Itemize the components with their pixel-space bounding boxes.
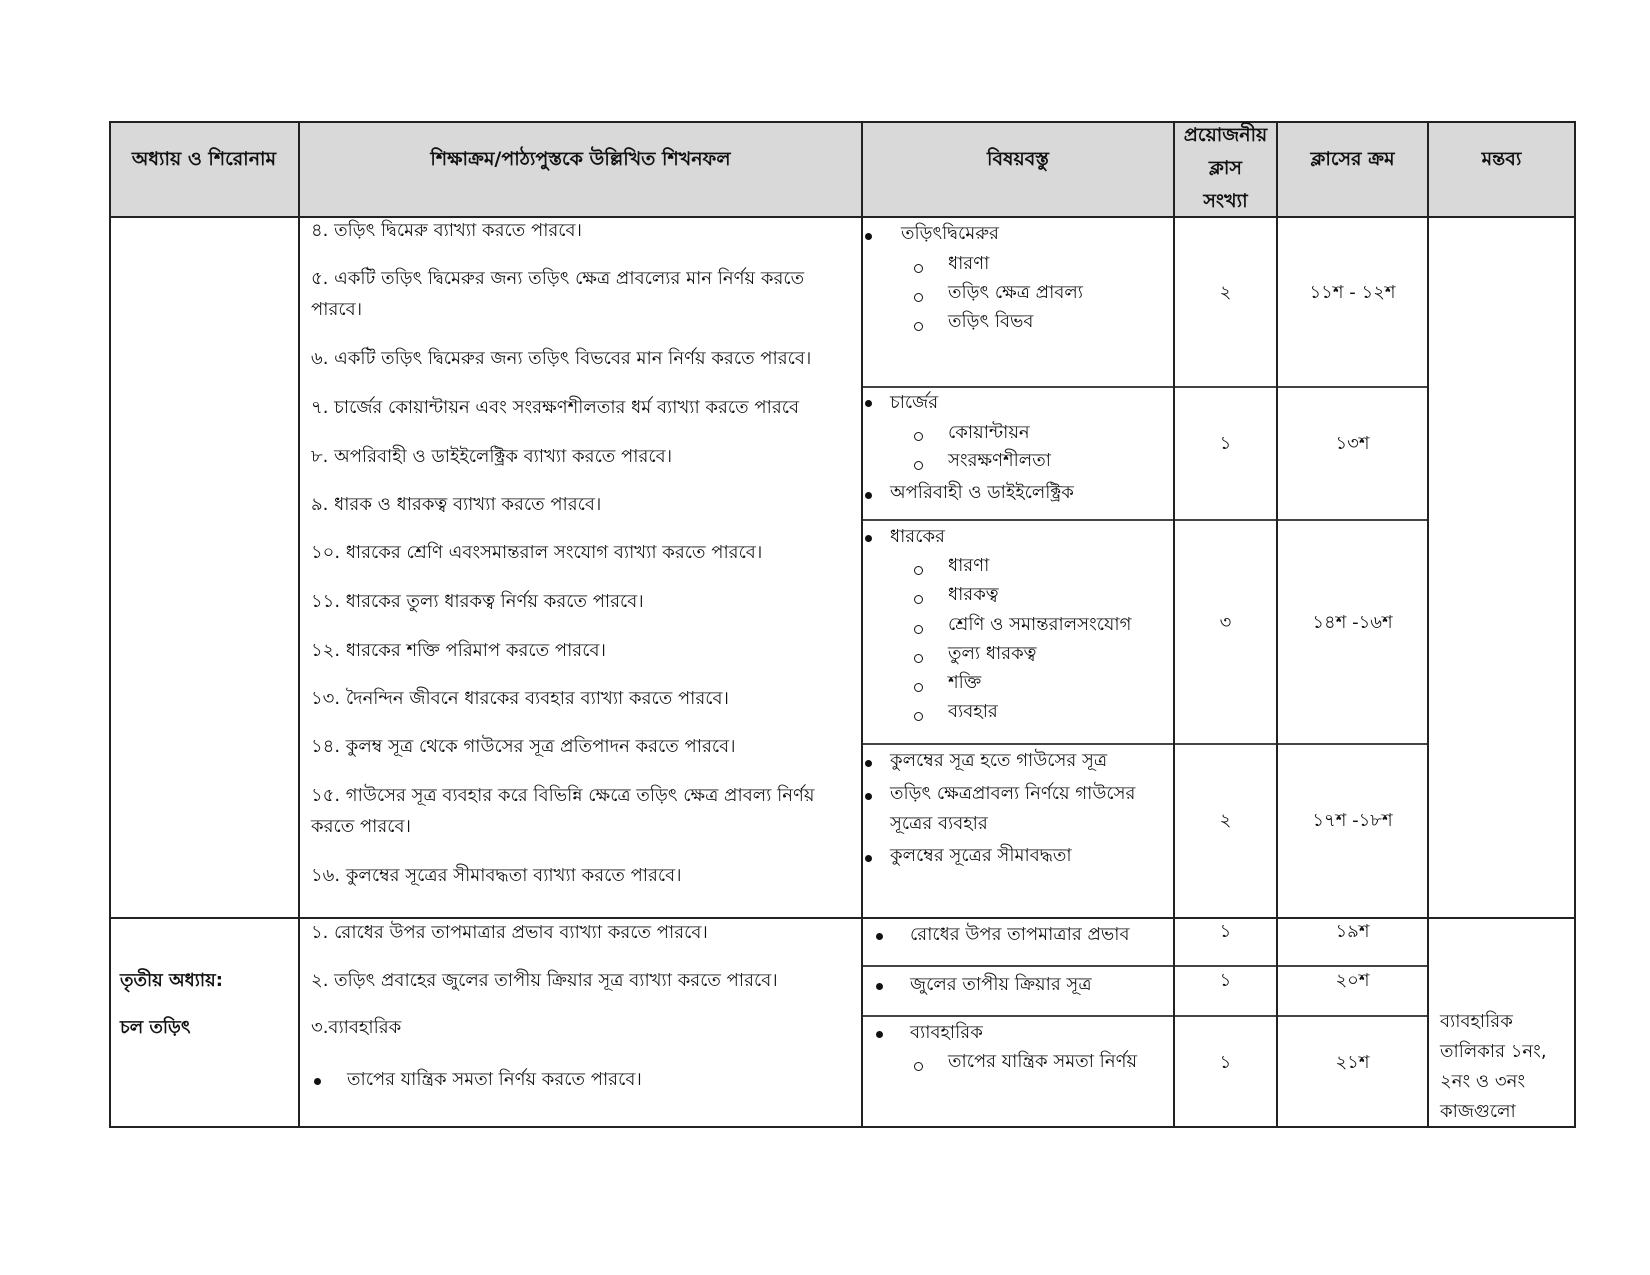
outcome-6: ৬. একটি তড়িৎ দ্বিমেরুর জন্য তড়িৎ বিভবের মান নির্ণয় করতে পারবে। xyxy=(311,348,812,369)
content-subitem: ধারকত্ব xyxy=(948,584,999,605)
bullet-icon xyxy=(314,1078,321,1085)
class-order: ১৩শ xyxy=(1335,433,1370,454)
header-remarks: মন্তব্য xyxy=(1481,148,1522,170)
class-count: ১ xyxy=(1219,921,1232,942)
column-divider xyxy=(1427,121,1429,1128)
class-count: ২ xyxy=(1219,810,1232,831)
sub-bullet-icon xyxy=(914,566,923,575)
content-subitem: তড়িৎ বিভব xyxy=(948,311,1034,332)
outcome-13: ১৩. দৈনন্দিন জীবনে ধারকের ব্যবহার ব্যাখ্যা করতে পারবে। xyxy=(311,688,729,709)
content-subitem: ব্যবহার xyxy=(948,701,998,722)
outcome-9: ৯. ধারক ও ধারকত্ব ব্যাখ্যা করতে পারবে। xyxy=(311,494,602,515)
content-subitem: কোয়ান্টায়ন xyxy=(948,422,1030,443)
content-item: তড়িৎদ্বিমেরুর xyxy=(901,223,999,244)
header-learning-outcomes: শিক্ষাক্রম/পাঠ্যপুস্তকে উল্লিখিত শিখনফল xyxy=(430,148,731,170)
bullet-icon xyxy=(865,855,872,862)
class-order: ১১শ - ১২শ xyxy=(1309,282,1396,303)
class-count: ১ xyxy=(1219,970,1232,991)
header-class-count-line2: ক্লাস xyxy=(1209,157,1242,179)
outcome-4: ৪. তড়িৎ দ্বিমেরু ব্যাখ্যা করতে পারবে। xyxy=(311,220,582,241)
outcome-1: ১. রোধের উপর তাপমাত্রার প্রভাব ব্যাখ্যা করতে পারবে। xyxy=(311,922,708,943)
remark-line: ২নং ও ৩নং xyxy=(1440,1071,1526,1092)
content-subitem: তাপের যান্ত্রিক সমতা নির্ণয় xyxy=(948,1051,1138,1072)
sub-bullet-icon xyxy=(914,322,923,331)
bullet-icon xyxy=(876,933,883,940)
class-order: ১৪শ -১৬শ xyxy=(1312,612,1393,633)
class-order: ১৯শ xyxy=(1335,921,1370,942)
content-subitem: ধারণা xyxy=(948,253,990,274)
content-item: অপরিবাহী ও ডাইইলেক্ট্রিক xyxy=(890,482,1074,503)
sub-bullet-icon xyxy=(914,461,923,470)
sub-bullet-icon xyxy=(914,654,923,663)
block-separator xyxy=(862,519,1428,521)
sub-bullet-icon xyxy=(914,432,923,441)
content-item: তড়িৎ ক্ষেত্রপ্রাবল্য নির্ণয়ে গাউসের xyxy=(890,783,1136,804)
chapter-title: চল তড়িৎ xyxy=(120,1017,191,1038)
sub-bullet-icon xyxy=(914,293,923,302)
table-left-border xyxy=(109,121,111,1128)
class-order: ১৭শ -১৮শ xyxy=(1312,810,1393,831)
outcome-10: ১০. ধারকের শ্রেণি এবংসমান্তরাল সংযোগ ব্যাখ্যা করতে পারবে। xyxy=(311,542,763,563)
content-item: ব্যাবহারিক xyxy=(910,1022,983,1043)
content-subitem: ধারণা xyxy=(948,555,990,576)
column-divider xyxy=(298,121,300,1128)
header-class-order: ক্লাসের ক্রম xyxy=(1310,148,1395,170)
chapter-heading: তৃতীয় অধ্যায়: xyxy=(120,970,223,991)
outcome-15-line1: ১৫. গাউসের সূত্র ব্যবহার করে বিভিন্নি ক্ষেত্রে তড়িৎ ক্ষেত্র প্রাবল্য নির্ণয় xyxy=(311,785,815,806)
sub-bullet-icon xyxy=(914,595,923,604)
content-subitem: শ্রেণি ও সমান্তরালসংযোগ xyxy=(948,614,1132,635)
bullet-icon xyxy=(865,233,872,240)
content-subitem: শক্তি xyxy=(948,672,982,693)
class-order: ২০শ xyxy=(1335,970,1370,991)
sub-bullet-icon xyxy=(914,1062,923,1071)
outcome-15-line2: করতে পারবে। xyxy=(311,816,411,837)
header-content: বিষয়বস্তু xyxy=(987,148,1049,170)
row-separator xyxy=(862,1015,1428,1017)
table-bottom-border xyxy=(109,1126,1576,1128)
bullet-icon xyxy=(876,1031,883,1038)
content-item: জুলের তাপীয় ক্রিয়ার সূত্র xyxy=(910,974,1092,995)
block-separator xyxy=(862,743,1428,745)
outcome-8: ৮. অপরিবাহী ও ডাইইলেক্ট্রিক ব্যাখ্যা করতে পারবে। xyxy=(311,446,673,467)
table-right-border xyxy=(1574,121,1576,1128)
header-class-count-line3: সংখ্যা xyxy=(1203,190,1248,212)
content-item: কুলম্বের সূত্রের সীমাবদ্ধতা xyxy=(890,845,1072,866)
bullet-icon xyxy=(865,760,872,767)
outcome-12: ১২. ধারকের শক্তি পরিমাপ করতে পারবে। xyxy=(311,640,606,661)
outcome-5-line1: ৫. একটি তড়িৎ দ্বিমেরুর জন্য তড়িৎ ক্ষেত্র প্রাবল্যের মান নির্ণয় করতে xyxy=(311,268,805,289)
outcome-2: ২. তড়িৎ প্রবাহের জুলের তাপীয় ক্রিয়ার সূত্র ব্যাখ্যা করতে পারবে। xyxy=(311,970,778,991)
bullet-icon xyxy=(876,983,883,990)
outcome-7: ৭. চার্জের কোয়ান্টায়ন এবং সংরক্ষণশীলতার ধর্ম ব্যাখ্যা করতে পারবে xyxy=(311,397,799,418)
outcome-11: ১১. ধারকের তুল্য ধারকত্ব নির্ণয় করতে পারবে। xyxy=(311,591,644,612)
outcome-16: ১৬. কুলম্বের সূত্রের সীমাবদ্ধতা ব্যাখ্যা করতে পারবে। xyxy=(311,865,682,886)
content-subitem: সংরক্ষণশীলতা xyxy=(948,450,1051,471)
sub-bullet-icon xyxy=(914,264,923,273)
content-item: ধারকের xyxy=(890,526,945,547)
content-item: চার্জের xyxy=(890,392,939,413)
class-count: ১ xyxy=(1219,433,1232,454)
bullet-icon xyxy=(865,492,872,499)
content-item: রোধের উপর তাপমাত্রার প্রভাব xyxy=(910,924,1130,945)
column-divider xyxy=(861,121,863,1128)
sub-bullet-icon xyxy=(914,683,923,692)
class-order: ২১শ xyxy=(1335,1052,1370,1073)
remark-line: কাজগুলো xyxy=(1440,1101,1516,1122)
content-item: কুলম্বের সূত্র হতে গাউসের সূত্র xyxy=(890,750,1108,771)
bullet-icon xyxy=(865,400,872,407)
header-chapter-title: অধ্যায় ও শিরোনাম xyxy=(131,148,277,170)
bullet-icon xyxy=(865,793,872,800)
content-subitem: তুল্য ধারকত্ব xyxy=(948,643,1037,664)
outcome-3-item: তাপের যান্ত্রিক সমতা নির্ণয় করতে পারবে। xyxy=(347,1069,642,1090)
sub-bullet-icon xyxy=(914,625,923,634)
outcome-14: ১৪. কুলম্ব সূত্র থেকে গাউসের সূত্র প্রতিপাদন করতে পারবে। xyxy=(311,736,736,757)
content-subitem: তড়িৎ ক্ষেত্র প্রাবল্য xyxy=(948,282,1083,303)
outcome-5-line2: পারবে। xyxy=(311,299,363,320)
header-class-count-line1: প্রয়োজনীয় xyxy=(1183,124,1268,146)
outcome-3: ৩.ব্যাবহারিক xyxy=(311,1017,402,1038)
content-item-continued: সূত্রের ব্যবহার xyxy=(890,813,988,834)
class-count: ১ xyxy=(1219,1052,1232,1073)
class-count: ৩ xyxy=(1219,612,1232,633)
class-count: ২ xyxy=(1219,282,1232,303)
bullet-icon xyxy=(865,535,872,542)
remark-line: ব্যাবহারিক xyxy=(1440,1011,1513,1032)
remark-line: তালিকার ১নং, xyxy=(1440,1041,1547,1062)
table-top-border xyxy=(109,121,1576,123)
block-separator xyxy=(862,386,1428,388)
sub-bullet-icon xyxy=(914,712,923,721)
